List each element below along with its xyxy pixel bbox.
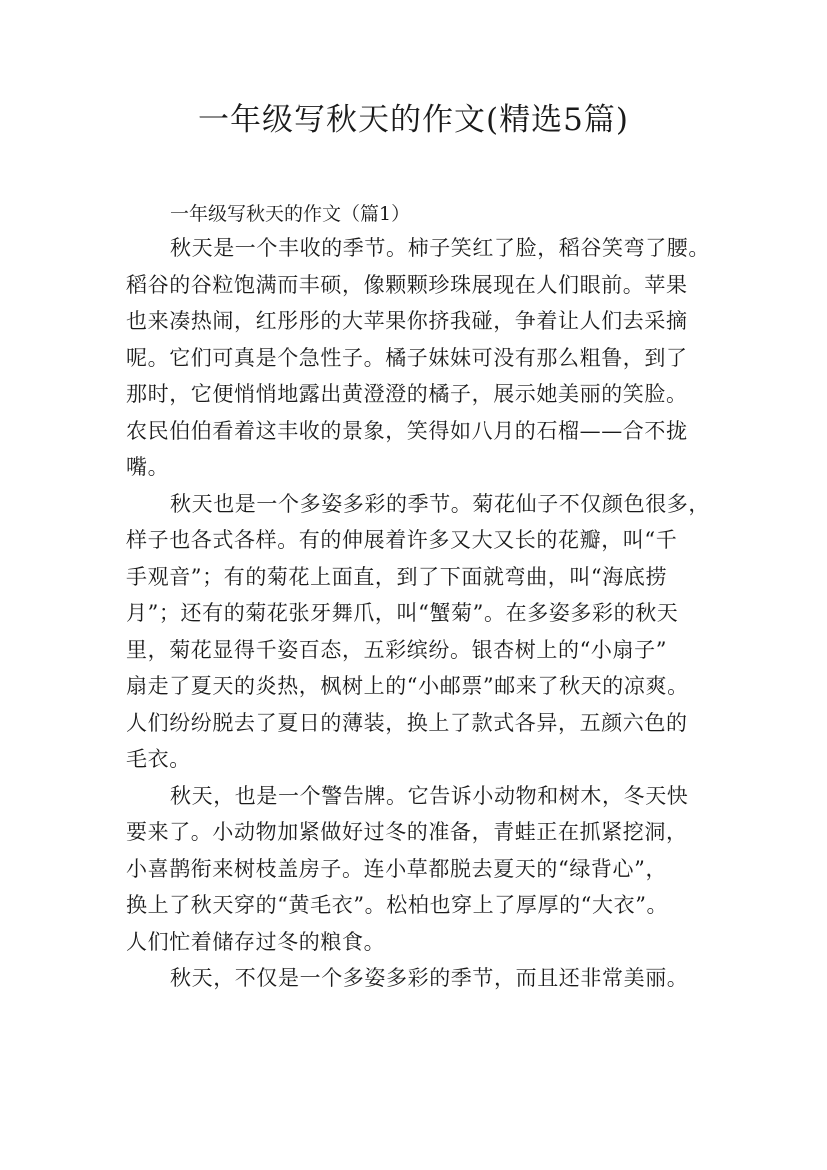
text-line: 手观音”；有的菊花上面直，到了下面就弯曲，叫“海底捞 <box>126 564 668 589</box>
text-line: 要来了。小动物加紧做好过冬的准备，青蛙正在抓紧挖洞， <box>126 820 688 844</box>
text-line: 里，菊花显得千姿百态，五彩缤纷。银杏树上的“小扇子” <box>126 637 668 662</box>
text-line: 样子也各式各样。有的伸展着许多又大又长的花瓣，叫“千 <box>126 528 678 552</box>
paragraph <box>126 960 711 997</box>
paragraph <box>126 778 711 961</box>
text-line: 秋天，也是一个警告牌。它告诉小动物和树木，冬天快 <box>170 783 689 808</box>
paragraph <box>126 230 711 486</box>
text-line: 月”；还有的菊花张牙舞爪，叫“蟹菊”。在多姿多彩的秋天 <box>126 601 679 625</box>
text-line: 秋天，不仅是一个多姿多彩的季节，而且还非常美丽。 <box>170 966 689 990</box>
document-title: 一年级写秋天的作文(精选5篇) <box>198 102 629 138</box>
text-line: 呢。它们可真是个急性子。橘子妹妹可没有那么粗鲁，到了 <box>126 345 688 370</box>
text-line: 小喜鹊衔来树枝盖房子。连小草都脱去夏天的“绿背心”， <box>126 856 668 881</box>
text-line: 人们纷纷脱去了夏日的薄装，换上了款式各异，五颜六色的 <box>126 710 688 735</box>
section-heading: 一年级写秋天的作文（篇1） <box>170 203 411 225</box>
text-line: 嘴。 <box>126 455 170 479</box>
text-line: 换上了秋天穿的“黄毛衣”。松柏也穿上了厚厚的“大衣”。 <box>126 893 669 917</box>
text-line: 秋天是一个丰收的季节。柿子笑红了脸，稻谷笑弯了腰。 <box>170 236 710 260</box>
text-line: 秋天也是一个多姿多彩的季节。菊花仙子不仅颜色很多， <box>170 491 710 516</box>
text-line: 毛衣。 <box>126 747 191 771</box>
text-line: 也来凑热闹，红彤彤的大苹果你挤我碰，争着让人们去采摘 <box>126 309 688 333</box>
text-line: 农民伯伯看着这丰收的景象，笑得如八月的石榴——合不拢 <box>126 418 688 443</box>
paragraph <box>126 486 711 778</box>
text-line: 人们忙着储存过冬的粮食。 <box>126 929 386 954</box>
text-line: 稻谷的谷粒饱满而丰硕，像颗颗珍珠展现在人们眼前。苹果 <box>126 272 688 297</box>
text-line: 那时，它便悄悄地露出黄澄澄的橘子，展示她美丽的笑脸。 <box>126 382 688 406</box>
document-body <box>126 198 711 997</box>
text-line: 扇走了夏天的炎热，枫树上的“小邮票”邮来了秋天的凉爽。 <box>126 674 689 698</box>
